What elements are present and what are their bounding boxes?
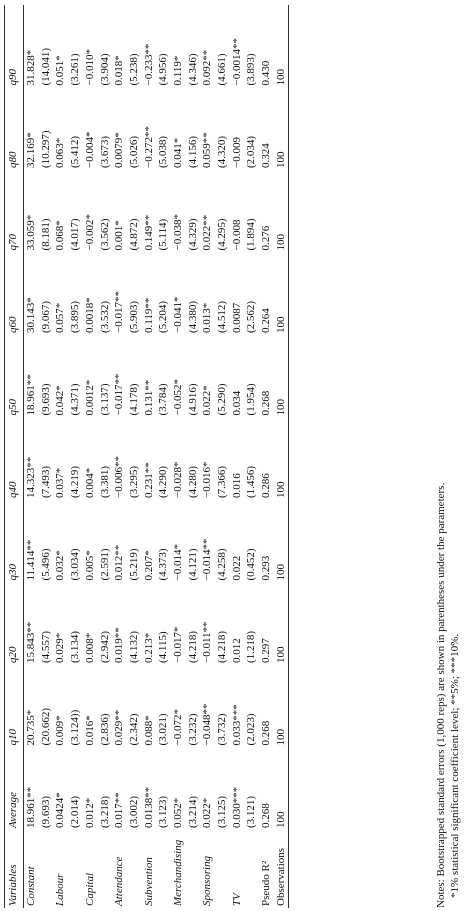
table-cell: 0.030*** <box>230 786 243 828</box>
table-cell: 0.297 <box>260 638 273 663</box>
table-cell: (3.134) <box>69 630 82 663</box>
table-row <box>186 5 201 908</box>
table-cell: (4.872) <box>127 218 140 251</box>
table-cell: (4.218) <box>216 630 229 663</box>
table-cell: (3.124)) <box>69 709 82 746</box>
table-cell: 0.051* <box>54 55 67 86</box>
table-cell: 0.016 <box>230 473 243 498</box>
table-cell: (1.456) <box>245 465 258 498</box>
table-cell: 100 <box>274 88 289 171</box>
table-cell: 0.063* <box>54 137 67 168</box>
table-cell: 0.012** <box>113 544 126 581</box>
table-cell: 0.022** <box>201 214 214 251</box>
table-cell: −0.016* <box>201 461 214 498</box>
table-cell: (5.204) <box>157 300 170 333</box>
header-row <box>5 5 24 908</box>
table-cell: 0.033*** <box>230 704 243 746</box>
table-row <box>200 5 215 908</box>
table-cell: (4.295) <box>216 218 229 251</box>
table-cell: (4.156) <box>186 135 199 168</box>
table-cell: (2.591) <box>98 548 111 581</box>
table-cell: (3.673) <box>98 135 111 168</box>
table-row <box>83 5 98 908</box>
header-variables: Variables <box>5 830 24 908</box>
table-cell: −0.009 <box>230 137 243 168</box>
header-q20: q20 <box>5 583 24 666</box>
table-cell: (9.693) <box>39 383 52 416</box>
table-cell: (3.021) <box>157 713 170 746</box>
row-label: Attendance <box>113 856 126 906</box>
table-cell: (3.895) <box>69 300 82 333</box>
header-q10: q10 <box>5 665 24 748</box>
table-cell: 0.022 <box>230 555 243 581</box>
table-cell: (3.732) <box>216 713 229 746</box>
table-cell: −0.004* <box>83 131 96 168</box>
table-row <box>215 5 230 908</box>
table-cell: 0.001* <box>113 220 126 251</box>
table-cell: 31.828* <box>25 49 38 86</box>
table-cell: (4.132) <box>127 630 140 663</box>
table-cell: (0.452) <box>245 548 258 581</box>
table-cell: (2.342) <box>127 713 140 746</box>
table-cell: (5.496) <box>39 548 52 581</box>
table-row <box>97 5 112 908</box>
table-cell: (7.366) <box>216 465 229 498</box>
table-row <box>244 5 259 908</box>
table-cell: 0.119** <box>142 297 155 333</box>
table-cell: (4.661) <box>216 53 229 86</box>
table-row <box>53 5 68 908</box>
row-label: Constant <box>25 866 38 906</box>
table-cell: 11.414** <box>25 539 38 581</box>
table-cell: (3.123) <box>157 795 170 828</box>
table-row <box>171 5 186 908</box>
table-cell: 32.169* <box>25 132 38 168</box>
table-row <box>259 5 274 908</box>
row-label: Capital <box>83 872 96 906</box>
table-cell: 0.119* <box>171 55 184 86</box>
table-cell: (5.114) <box>157 218 170 251</box>
table-cell: 0.017** <box>113 792 126 828</box>
table-row <box>230 5 245 908</box>
header-q30: q30 <box>5 500 24 583</box>
table-cell: (4.373) <box>157 548 170 581</box>
header-q90: q90 <box>5 5 24 88</box>
table-cell: (2.023) <box>245 713 258 746</box>
table-cell: −0.233** <box>142 43 155 86</box>
table-cell: −0.014** <box>201 538 214 581</box>
table-cell: (4.956) <box>157 53 170 86</box>
table-cell: (5.038) <box>157 135 170 168</box>
table-row <box>142 5 157 908</box>
table-cell: 0.268 <box>260 720 273 746</box>
table-cell: (4.346) <box>186 53 199 86</box>
row-label <box>127 830 142 908</box>
table-cell: 0.0138** <box>142 786 155 828</box>
table-cell: 0.0424* <box>54 792 67 828</box>
table-cell: (5.219) <box>127 548 140 581</box>
table-cell: (4.280) <box>186 465 199 498</box>
table-cell: 0.041* <box>171 137 184 168</box>
row-label <box>68 830 83 908</box>
table-cell: 0.068* <box>54 220 67 251</box>
table-row <box>112 5 127 908</box>
table-cell: 0.231** <box>142 462 155 498</box>
table-cell: 0.029** <box>113 709 126 746</box>
table-cell: 0.018* <box>113 55 126 86</box>
table-cell: 0.276 <box>260 225 273 251</box>
table-cell: (4.380) <box>186 300 199 333</box>
table-cell: 0.022* <box>201 385 214 416</box>
header-average: Average <box>5 748 24 831</box>
table-cell: −0.008 <box>230 219 243 251</box>
table-body <box>24 5 289 908</box>
table-cell: 0.0087 <box>230 302 243 333</box>
table-cell: 100 <box>274 5 289 88</box>
table-cell: (4.557) <box>39 630 52 663</box>
table-cell: 100 <box>274 170 289 253</box>
table-cell: (3.214) <box>186 795 199 828</box>
table-cell: 0.286 <box>260 473 273 498</box>
table-cell: −0.028* <box>171 461 184 498</box>
table-cell: (2.942) <box>98 630 111 663</box>
table-cell: 0.0018* <box>83 297 96 333</box>
table-cell: 0.016* <box>83 715 96 746</box>
table-cell: (5.290) <box>216 383 229 416</box>
table-cell: −0.0014** <box>230 38 243 86</box>
table-cell: −0.017* <box>171 626 184 663</box>
table-cell: (4.178) <box>127 383 140 416</box>
row-label <box>215 830 230 908</box>
table-cell: (4.916) <box>186 383 199 416</box>
table-cell: (5.238) <box>127 53 140 86</box>
table-cell: 0.268 <box>260 390 273 416</box>
table-row <box>39 5 54 908</box>
row-label: Merchandising <box>171 839 184 906</box>
table-cell: 0.008* <box>83 632 96 663</box>
table-cell: (20.662) <box>39 707 52 746</box>
table-cell: 0.019** <box>113 627 126 663</box>
table-cell: 0.022* <box>201 797 214 828</box>
table-cell: (2.836) <box>98 713 111 746</box>
table-cell: (9.693) <box>39 795 52 828</box>
table-cell: (8.181) <box>39 218 52 251</box>
table-cell: 0.042* <box>54 385 67 416</box>
row-label: Observations <box>274 830 289 908</box>
row-label: TV <box>230 893 243 906</box>
table-cell: −0.010* <box>83 49 96 86</box>
table-cell: (3.893) <box>245 53 258 86</box>
table-cell: (3.904) <box>98 53 111 86</box>
notes-line-1: Notes: Bootstrapped standard errors (1,000 reps) are shown in parentheses under the parameters. <box>435 482 447 908</box>
table-cell: (3.784) <box>157 383 170 416</box>
table-cell: (1.954) <box>245 383 258 416</box>
table-cell: 0.005* <box>83 550 96 581</box>
table-cell: (4.290) <box>157 465 170 498</box>
table-cell: 0.092** <box>201 49 214 86</box>
table-cell: 30.143* <box>25 297 38 333</box>
table-cell: (5.412) <box>69 135 82 168</box>
table-cell: 14.323** <box>25 456 38 498</box>
table-cell: −0.272** <box>142 126 155 168</box>
table-cell: 0.293 <box>260 555 273 581</box>
table-cell: 100 <box>274 500 289 583</box>
row-label <box>97 830 112 908</box>
table-cell: (4.320) <box>216 135 229 168</box>
row-label <box>156 830 171 908</box>
table-cell: (9.067) <box>39 300 52 333</box>
table-row <box>127 5 142 908</box>
table-cell: −0.006** <box>113 456 126 498</box>
table-cell: (3.137) <box>98 383 111 416</box>
table-cell: 100 <box>274 418 289 501</box>
table-cell: (3.295) <box>127 465 140 498</box>
table-cell: (14.041) <box>39 47 52 86</box>
table-cell: (4.371) <box>69 383 82 416</box>
table-cell: 0.057* <box>54 302 67 333</box>
table-cell: 18.961** <box>25 786 38 828</box>
table-cell: 0.268 <box>260 803 273 828</box>
header-q80: q80 <box>5 88 24 171</box>
table-cell: 0.012 <box>230 638 243 663</box>
table-cell: (10.297) <box>39 130 52 168</box>
table-cell: 0.131** <box>142 379 155 416</box>
table-cell: −0.017** <box>113 373 126 416</box>
table-cell: 15.843** <box>25 621 38 663</box>
table-cell: 0.149** <box>142 214 155 251</box>
table-cell: 0.037* <box>54 467 67 498</box>
table-cell: 0.059** <box>201 132 214 168</box>
table-cell: (3.261) <box>69 53 82 86</box>
table-cell: −0.017** <box>113 291 126 333</box>
table-cell: 100 <box>274 335 289 418</box>
table-cell: 0.034 <box>230 390 243 416</box>
table-cell: (1.894) <box>245 218 258 251</box>
table-cell: −0.014* <box>171 544 184 581</box>
table-cell: 0.088* <box>142 715 155 746</box>
table-row <box>68 5 83 908</box>
header-q40: q40 <box>5 418 24 501</box>
table-cell: 0.029* <box>54 632 67 663</box>
header-q50: q50 <box>5 335 24 418</box>
table-cell: (4.115) <box>157 631 170 663</box>
table-cell: 0.009* <box>54 715 67 746</box>
table-cell: (4.121) <box>186 548 199 581</box>
table-cell: 0.013* <box>201 302 214 333</box>
table-cell: (3.125) <box>216 795 229 828</box>
row-label: Labour <box>54 873 67 906</box>
notes-line-2: *1% statistical significant coefficient level; **5%; ***10%. <box>449 633 461 898</box>
table-cell: (2.014) <box>69 795 82 828</box>
regression-table <box>4 5 289 908</box>
table-cell: (3.121) <box>245 795 258 828</box>
table-cell: (3.002) <box>127 795 140 828</box>
table-cell: 0.207* <box>142 550 155 581</box>
table-cell: −0.038* <box>171 214 184 251</box>
table-cell: 100 <box>274 583 289 666</box>
table-cell: −0.048** <box>201 703 214 746</box>
table-cell: (4.329) <box>186 218 199 251</box>
table-row <box>274 5 289 908</box>
table-cell: (3.034) <box>69 548 82 581</box>
table-cell: 0.032* <box>54 550 67 581</box>
table-cell: −0.002* <box>83 214 96 251</box>
table-cell: 0.213* <box>142 632 155 663</box>
table-cell: (4.017) <box>69 218 82 251</box>
table-cell: 100 <box>274 665 289 748</box>
table-cell: (3.232) <box>186 713 199 746</box>
table-cell: 20.735* <box>25 709 38 746</box>
table-cell: −0.072* <box>171 709 184 746</box>
table-cell: 0.052* <box>171 797 184 828</box>
row-label <box>186 830 201 908</box>
row-label <box>39 830 54 908</box>
table-cell: (4.258) <box>216 548 229 581</box>
table-cell: (2.562) <box>245 300 258 333</box>
table-cell: 0.012* <box>83 797 96 828</box>
table-cell: (5.026) <box>127 135 140 168</box>
table-cell: (2.034) <box>245 135 258 168</box>
table-cell: 0.430 <box>260 60 273 86</box>
table-cell: (4.218) <box>186 630 199 663</box>
header-q70: q70 <box>5 170 24 253</box>
table-cell: 100 <box>274 253 289 336</box>
row-label <box>244 830 259 908</box>
table-cell: 0.004* <box>83 467 96 498</box>
table-cell: (5.903) <box>127 300 140 333</box>
table-cell: −0.041* <box>171 296 184 333</box>
table-cell: (4.512) <box>216 300 229 333</box>
row-label: Sponsoring <box>201 855 214 906</box>
row-label: Pseudo R² <box>260 860 273 906</box>
table-row <box>24 5 39 908</box>
table-notes <box>434 483 462 908</box>
table-cell: 0.0012* <box>83 379 96 416</box>
table-cell: (3.562) <box>98 218 111 251</box>
table-cell: (3.381) <box>98 465 111 498</box>
table-cell: −0.052* <box>171 379 184 416</box>
table-row <box>156 5 171 908</box>
table-cell: (7.493) <box>39 465 52 498</box>
table-cell: −0.011** <box>201 621 214 663</box>
table-cell: (3.218) <box>98 795 111 828</box>
table-cell: 0.264 <box>260 308 273 333</box>
table-cell: (4.219) <box>69 465 82 498</box>
table-cell: 18.961** <box>25 374 38 416</box>
table-cell: 0.0079* <box>113 132 126 168</box>
table-cell: 100 <box>274 748 289 831</box>
row-label: Subvention <box>142 857 155 906</box>
table-cell: 33.059* <box>25 214 38 251</box>
header-q60: q60 <box>5 253 24 336</box>
table-cell: 0.324 <box>260 143 273 168</box>
table-cell: (3.532) <box>98 300 111 333</box>
table-cell: (1.218) <box>245 630 258 663</box>
